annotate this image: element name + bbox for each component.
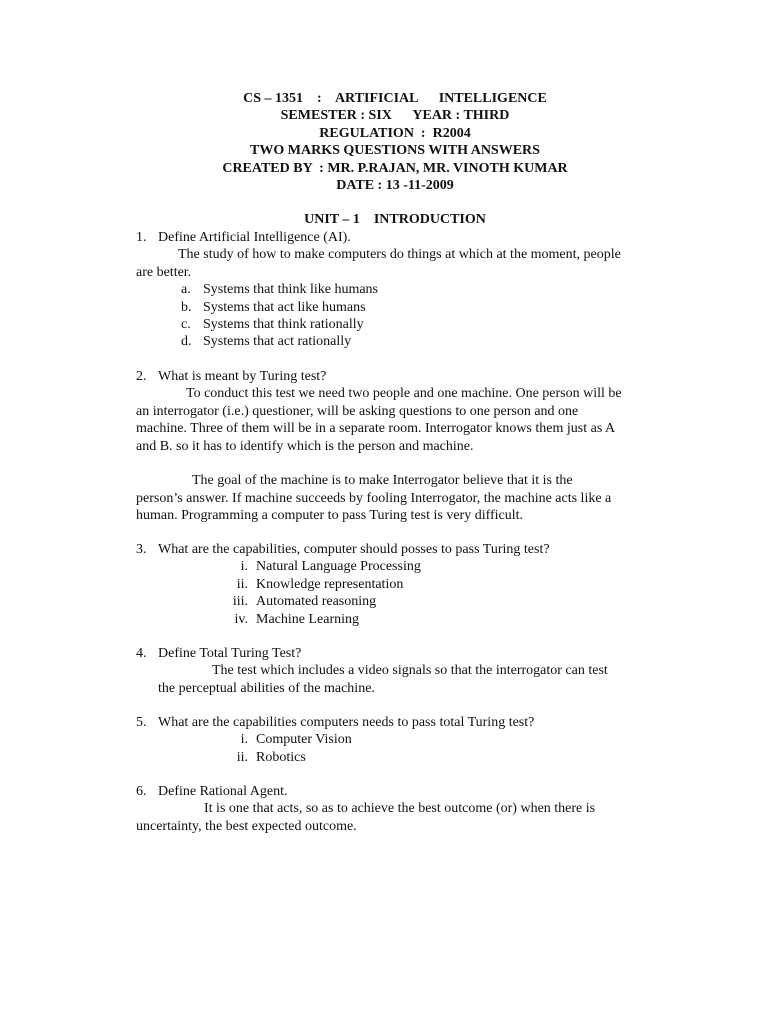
list-marker: i.: [240, 732, 248, 748]
list-item: [136, 749, 656, 766]
list-item: [136, 333, 656, 350]
question-text: Define Total Turing Test?: [158, 646, 302, 661]
question-6-heading: [136, 783, 656, 800]
question-2: [136, 368, 656, 525]
date-line: DATE : 13 -11-2009: [336, 178, 454, 194]
question-1-heading: [136, 229, 656, 246]
answer-line: human. Programming a computer to pass Turing test is very difficult.: [136, 508, 524, 524]
question-number: 4.: [136, 646, 147, 661]
answer-line: To conduct this test we need two people and one machine. One person will be: [186, 386, 622, 402]
question-text: Define Artificial Intelligence (AI).: [158, 230, 351, 245]
list-marker: ii.: [236, 749, 248, 765]
answer-line: person’s answer. If machine succeeds by fooling Interrogator, the machine acts like a: [136, 490, 612, 506]
list-item-text: Systems that think like humans: [203, 282, 378, 298]
list-item-text: Automated reasoning: [256, 594, 377, 610]
question-4-heading: [136, 645, 656, 662]
list-marker: iii.: [232, 594, 248, 610]
list-marker: iv.: [234, 611, 248, 627]
list-marker: b.: [181, 299, 192, 315]
list-item: [136, 299, 656, 316]
question-4: [136, 645, 656, 697]
list-marker: a.: [181, 282, 191, 298]
question-3-heading: [136, 541, 656, 558]
question-text: What are the capabilities computers needs to pass total Turing test?: [158, 715, 535, 730]
regulation-line: REGULATION : R2004: [319, 125, 471, 141]
question-number: 3.: [136, 542, 147, 557]
document-header: [0, 90, 768, 194]
question-3: [136, 541, 656, 628]
answer-line: and B. so it has to identify which is the person and machine.: [136, 438, 474, 454]
list-item-text: Systems that act rationally: [203, 334, 352, 350]
created-by-line: CREATED BY : MR. P.RAJAN, MR. VINOTH KUMAR: [222, 160, 568, 176]
course-line: CS – 1351 : ARTIFICIAL INTELLIGENCE: [243, 91, 547, 106]
answer-line: are better.: [136, 264, 192, 280]
question-text: What are the capabilities, computer should posses to pass Turing test?: [158, 542, 550, 557]
list-item: [136, 281, 656, 298]
answer-line: uncertainty, the best expected outcome.: [136, 818, 357, 834]
list-item: [136, 576, 656, 593]
question-text: What is meant by Turing test?: [158, 369, 327, 384]
question-5-heading: [136, 714, 656, 731]
list-marker: c.: [181, 317, 191, 333]
unit-title: UNIT – 1 INTRODUCTION: [304, 212, 486, 227]
list-item: [136, 558, 656, 575]
question-number: 5.: [136, 715, 147, 730]
question-number: 2.: [136, 369, 147, 384]
answer-line: The goal of the machine is to make Interrogator believe that it is the: [192, 473, 573, 489]
answer-line: It is one that acts, so as to achieve the best outcome (or) when there is: [204, 801, 596, 817]
answer-line: The study of how to make computers do things at which at the moment, people: [178, 247, 621, 263]
list-item-text: Knowledge representation: [256, 576, 404, 592]
list-marker: ii.: [236, 576, 248, 592]
answer-list: [136, 558, 656, 628]
answer-line: The test which includes a video signals so that the interrogator can test: [212, 663, 608, 679]
question-2-heading: [136, 368, 656, 385]
list-item-text: Systems that act like humans: [203, 299, 366, 315]
question-number: 6.: [136, 784, 147, 799]
title-line: TWO MARKS QUESTIONS WITH ANSWERS: [250, 143, 540, 159]
list-item: [136, 316, 656, 333]
question-5: [136, 714, 656, 766]
list-item: [136, 593, 656, 610]
answer-line: the perceptual abilities of the machine.: [158, 680, 375, 696]
semester-line: SEMESTER : SIX YEAR : THIRD: [280, 108, 510, 124]
answer-line: an interrogator (i.e.) questioner, will be asking questions to one person and one: [136, 403, 579, 419]
list-marker: d.: [181, 334, 192, 350]
question-text: Define Rational Agent.: [158, 784, 288, 799]
list-item: [136, 611, 656, 628]
list-item: [136, 731, 656, 748]
question-1: [136, 229, 656, 351]
list-item-text: Machine Learning: [256, 611, 360, 627]
list-item-text: Computer Vision: [256, 732, 352, 748]
question-number: 1.: [136, 230, 147, 245]
list-item-text: Systems that think rationally: [203, 317, 364, 333]
answer-list: [136, 731, 656, 766]
list-marker: i.: [240, 559, 248, 575]
question-6: [136, 783, 656, 835]
answer-line: machine. Three of them will be in a separate room. Interrogator knows them just as A: [136, 421, 616, 437]
list-item-text: Natural Language Processing: [256, 559, 421, 575]
list-item-text: Robotics: [256, 749, 306, 765]
answer-list: [136, 281, 656, 351]
